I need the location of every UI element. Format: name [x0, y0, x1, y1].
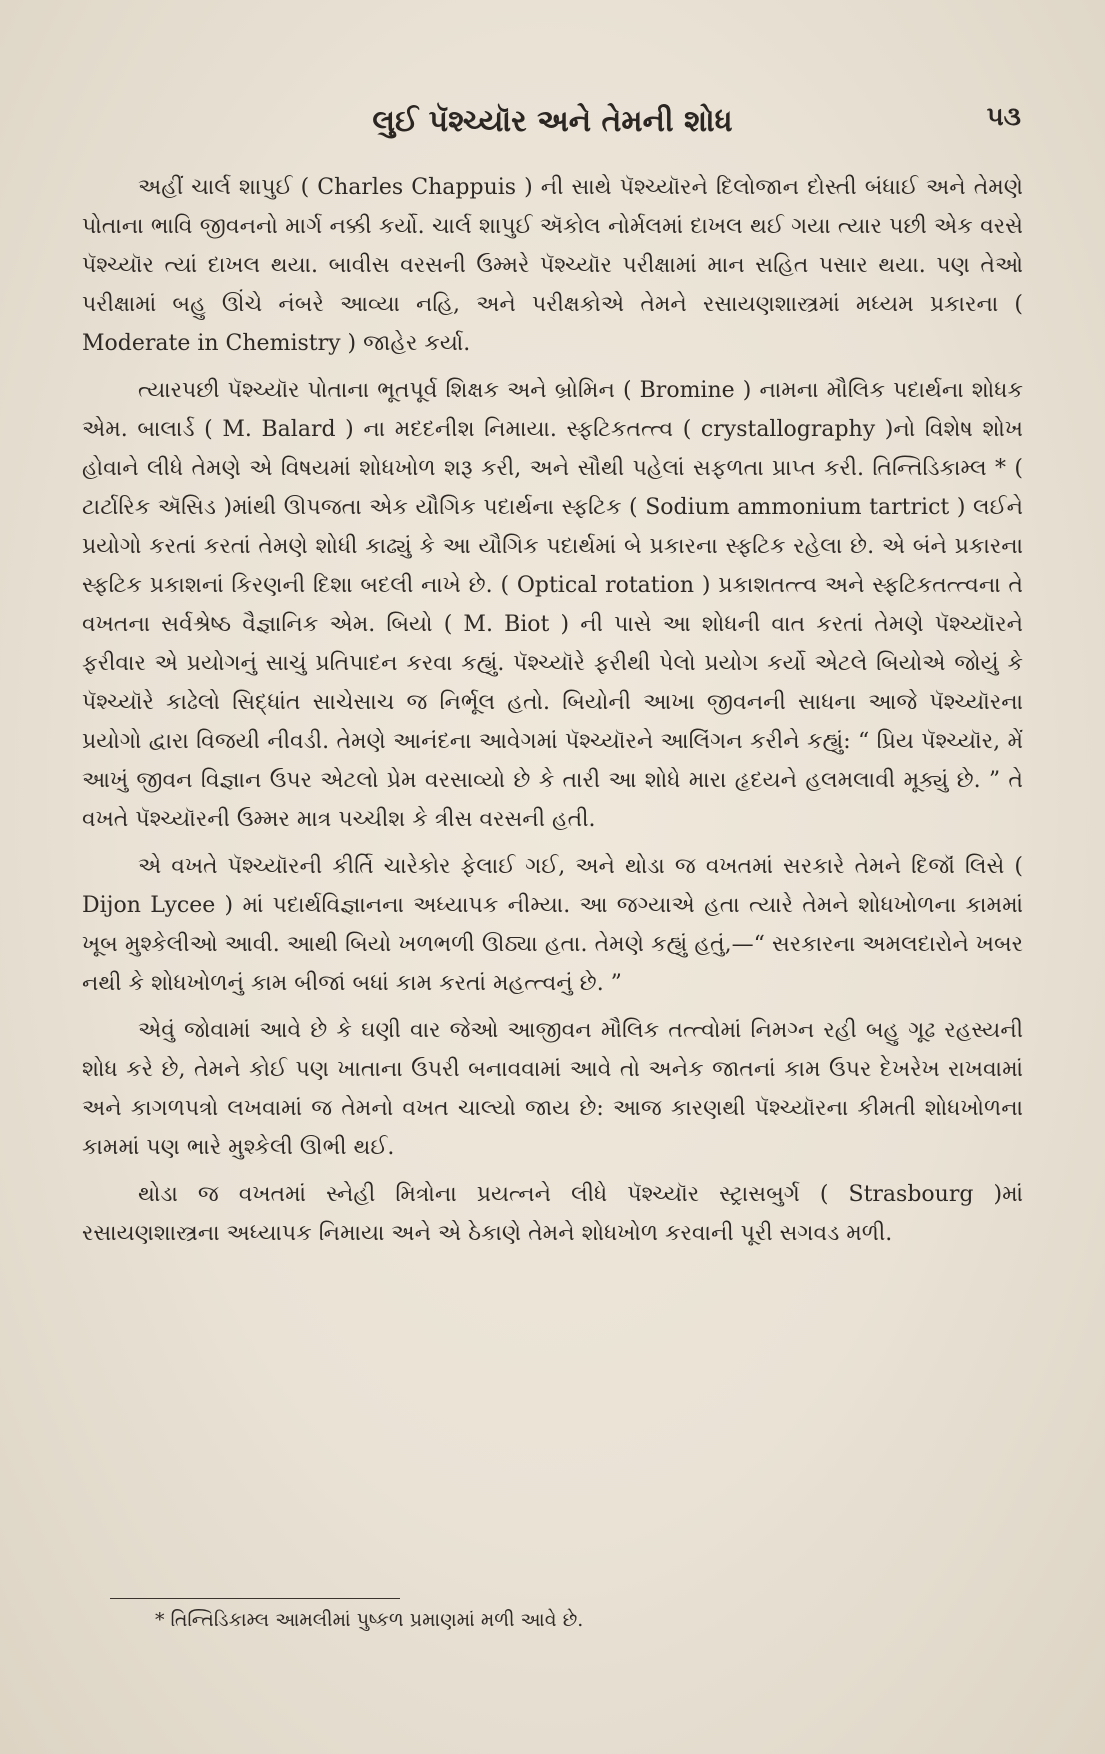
body-text: [82, 168, 1023, 1261]
running-title: લુઈ પૅશ્ચ્યૉર અને તેમની શોધ: [372, 104, 733, 139]
page-header: [80, 96, 1025, 146]
paragraph: એ વખતે પૅશ્ચ્યૉરની કીર્તિ ચારેકોર ફેલાઈ ગઈ, અને થોડા જ વખતમાં સરકારે તેમને દિજૉં લિસે ( Dijon Lycee ) માં પદાર્થવિજ્ઞાનના અધ્યાપક નીમ્યા. આ જગ્યાએ હતા ત્યારે તેમને શોધખોળના કામમાં ખૂબ મુશ્કેલીઓ આવી. આથી બિયો ખળભળી ઊઠ્યા હતા. તેમણે કહ્યું હતું,—“ સરકારના અમલદારોને ખબર નથી કે શોધખોળનું કામ બીજાં બધાં કામ કરતાં મહત્ત્વનું છે. ”: [82, 854, 1023, 996]
paragraph: થોડા જ વખતમાં સ્નેહી મિત્રોના પ્રયત્નને લીધે પૅશ્ચ્યૉર સ્ટ્રાસબુર્ગ ( Strasbourg )માં રસાયણશાસ્ત્રના અધ્યાપક નિમાયા અને એ ઠેકાણે તેમને શોધખોળ કરવાની પૂરી સગવડ મળી.: [82, 1182, 1023, 1246]
paragraph: એવું જોવામાં આવે છે કે ઘણી વાર જેઓ આજીવન મૌલિક તત્ત્વોમાં નિમગ્ન રહી બહુ ગૂઢ રહસ્યની શોધ કરે છે, તેમને કોઈ પણ ખાતાના ઉપરી બનાવવામાં આવે તો અનેક જાતનાં કામ ઉપર દેખરેખ રાખવામાં અને કાગળપત્રો લખવામાં જ તેમનો વખત ચાલ્યો જાય છે: આજ કારણથી પૅશ્ચ્યૉરના કીમતી શોધખોળના કામમાં પણ ભારે મુશ્કેલી ઊભી થઈ.: [82, 1018, 1023, 1160]
page-number: ૫૩: [986, 102, 1021, 132]
footnote-divider: [110, 1598, 400, 1599]
footnote: * તિન્તિડિકામ્લ આમલીમાં પુષ્કળ પ્રમાણમાં મળી આવે છે.: [155, 1609, 584, 1631]
paragraph: અહીં ચાર્લ શાપુઈ ( Charles Chappuis ) ની સાથે પૅશ્ચ્યૉરને દિલોજાન દોસ્તી બંધાઈ અને તેમણે પોતાના ભાવિ જીવનનો માર્ગ નક્કી કર્યો. ચાર્લ શાપુઈ ઍકોલ નોર્મલમાં દાખલ થઈ ગયા ત્યાર પછી એક વરસે પૅશ્ચ્યૉર ત્યાં દાખલ થયા. બાવીસ વરસની ઉમ્મરે પૅશ્ચ્યૉર પરીક્ષામાં માન સહિત પસાર થયા. પણ તેઓ પરીક્ષામાં બહુ ઊંચે નંબરે આવ્યા નહિ, અને પરીક્ષકોએ તેમને રસાયણશાસ્ત્રમાં મધ્યમ પ્રકારના ( Moderate in Chemistry ) જાહેર કર્યા.: [82, 175, 1023, 356]
paragraph: ત્યારપછી પૅશ્ચ્યૉર પોતાના ભૂતપૂર્વ શિક્ષક અને બ્રોમિન ( Bromine ) નામના મૌલિક પદાર્થના શોધક એમ. બાલાર્ડ ( M. Balard ) ના મદદનીશ નિમાયા. સ્ફટિકતત્ત્વ ( crystallography )નો વિશેષ શોખ હોવાને લીધે તેમણે એ વિષયમાં શોધખોળ શરૂ કરી, અને સૌથી પહેલાં સફળતા પ્રાપ્ત કરી. તિન્તિડિકામ્લ * ( ટાર્ટારિક ઍસિડ )માંથી ઊપજતા એક યૌગિક પદાર્થના સ્ફટિક ( Sodium ammonium tartrict ) લઈને પ્રયોગો કરતાં કરતાં તેમણે શોધી કાઢ્યું કે આ યૌગિક પદાર્થમાં બે પ્રકારના સ્ફટિક રહેલા છે. એ બંને પ્રકારના સ્ફટિક પ્રકાશનાં કિરણની દિશા બદલી નાખે છે. ( Optical rotation ) પ્રકાશતત્ત્વ અને સ્ફટિકતત્ત્વના તે વખતના સર્વશ્રેષ્ઠ વૈજ્ઞાનિક એમ. બિયો ( M. Biot ) ની પાસે આ શોધની વાત કરતાં તેમણે પૅશ્ચ્યૉરને ફરીવાર એ પ્રયોગનું સાચું પ્રતિપાદન કરવા કહ્યું. પૅશ્ચ્યૉરે ફરીથી પેલો પ્રયોગ કર્યો એટલે બિયોએ જોયું કે પૅશ્ચ્યૉરે કાઢેલો સિદ્ધાંત સાચેસાચ જ નિર્ભૂલ હતો. બિયોની આખા જીવનની સાધના આજે પૅશ્ચ્યૉરના પ્રયોગો દ્વારા વિજયી નીવડી. તેમણે આનંદના આવેગમાં પૅશ્ચ્યૉરને આલિંગન કરીને કહ્યું: “ પ્રિય પૅશ્ચ્યૉર, મેં આખું જીવન વિજ્ઞાન ઉપર એટલો પ્રેમ વરસાવ્યો છે કે તારી આ શોધે મારા હૃદયને હલમલાવી મૂક્યું છે. ” તે વખતે પૅશ્ચ્યૉરની ઉમ્મર માત્ર પચ્ચીશ કે ત્રીસ વરસની હતી.: [82, 378, 1023, 832]
